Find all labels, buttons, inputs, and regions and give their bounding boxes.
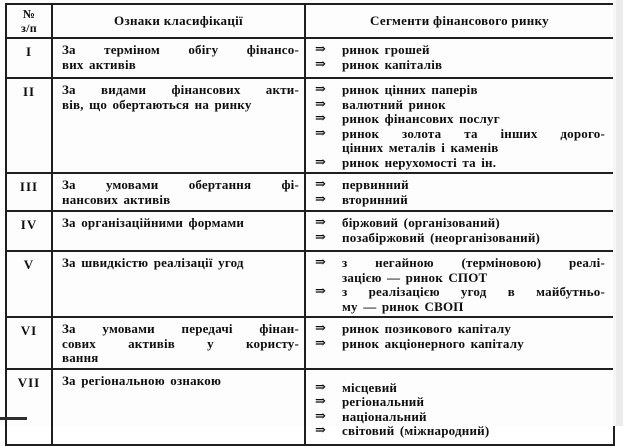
double-arrow-icon: ⇒ — [315, 95, 327, 111]
table-row — [6, 369, 614, 445]
segments-cell — [305, 251, 614, 317]
segment-line: ринок позикового капіталу — [342, 321, 512, 336]
double-arrow-icon: ⇒ — [315, 124, 327, 140]
segment-line: вторинний — [342, 191, 408, 207]
criteria-line: За умовами передачі фінан- — [62, 321, 299, 336]
classification-table — [5, 3, 615, 446]
segment-line: му — ринок СВОП — [342, 298, 464, 314]
criteria-line: За умовами обертання фі- — [62, 177, 299, 192]
segment-line: з реалізацією угод в майбутньо- — [342, 284, 605, 299]
segment-item — [315, 228, 605, 246]
double-arrow-icon: ⇒ — [315, 407, 327, 423]
header-criteria: Ознаки класифікації — [52, 4, 305, 38]
header-num-line: № — [22, 7, 36, 21]
segment-item — [315, 43, 605, 58]
row-number: II — [6, 78, 52, 173]
segment-line: з негайною (терміновою) реалі- — [342, 255, 605, 270]
segment-line: ринок капіталів — [342, 56, 443, 72]
criteria-line: За організаційними формами — [62, 215, 245, 230]
segment-item — [315, 285, 605, 314]
row-number: I — [6, 38, 52, 78]
double-arrow-icon: ⇒ — [315, 254, 327, 269]
header-num — [6, 4, 52, 38]
double-arrow-icon: ⇒ — [315, 283, 327, 298]
segment-line: біржовий (організований) — [342, 215, 500, 230]
segments-cell — [305, 38, 614, 78]
criteria-cell — [52, 173, 305, 211]
double-arrow-icon: ⇒ — [315, 422, 327, 437]
row-number: V — [6, 251, 52, 317]
segment-line: ринок грошей — [342, 42, 430, 57]
segments-cell — [305, 78, 614, 173]
segment-item — [315, 112, 605, 127]
segment-line: цінних металів і каменів — [342, 140, 499, 155]
segment-item — [315, 395, 605, 410]
segment-item — [315, 124, 605, 156]
segment-item — [315, 216, 605, 231]
row-number: III — [6, 173, 52, 211]
segment-line: ринок нерухомості та ін. — [342, 154, 497, 170]
double-arrow-icon: ⇒ — [315, 320, 327, 335]
criteria-cell — [52, 251, 305, 317]
criteria-cell — [52, 38, 305, 78]
segments-cell — [305, 173, 614, 211]
criteria-line: вих активів — [62, 56, 136, 72]
double-arrow-icon: ⇒ — [315, 55, 327, 71]
segment-item — [315, 153, 605, 171]
double-arrow-icon: ⇒ — [315, 81, 327, 96]
segments-cell — [305, 317, 614, 369]
segment-line: національний — [342, 408, 427, 424]
criteria-line: вання — [62, 350, 99, 365]
segment-line: регіональний — [342, 394, 425, 409]
table-row — [6, 78, 614, 173]
scan-artifact-right — [616, 0, 623, 426]
segment-line: валютний ринок — [342, 96, 446, 112]
segment-line: ринок фінансових послуг — [342, 111, 500, 126]
criteria-cell — [52, 211, 305, 251]
segment-item — [315, 322, 605, 337]
criteria-line: За видами фінансових акти- — [62, 82, 299, 97]
segment-item — [315, 190, 605, 208]
segment-item — [315, 83, 605, 98]
criteria-line: За швидкістю реалізації угод — [62, 255, 244, 270]
criteria-cell — [52, 317, 305, 369]
scan-artifact-bottom-left — [0, 417, 27, 420]
segment-line: позабіржовий (неорганізований) — [342, 229, 541, 245]
segment-item — [315, 178, 605, 193]
criteria-cell — [52, 78, 305, 173]
header-num-line: з/п — [21, 21, 37, 35]
double-arrow-icon: ⇒ — [315, 176, 327, 191]
segment-line: первинний — [342, 177, 409, 192]
table-row — [6, 317, 614, 369]
header-segments: Сегменти фінансового ринку — [305, 4, 614, 38]
segment-line: ринок цінних паперів — [342, 82, 478, 97]
criteria-line: За регіональною ознакою — [62, 372, 222, 388]
segment-line: зацією — ринок СПОТ — [342, 269, 488, 285]
segment-item — [315, 378, 605, 396]
segment-line: місцевий — [342, 379, 398, 395]
segments-cell — [305, 211, 614, 251]
segment-item — [315, 424, 605, 439]
criteria-line: нансових активів — [62, 191, 171, 207]
double-arrow-icon: ⇒ — [315, 153, 327, 169]
criteria-line: сових активів у користу- — [62, 335, 299, 351]
double-arrow-icon: ⇒ — [315, 378, 327, 394]
segment-line: ринок акціонерного капіталу — [342, 335, 524, 351]
double-arrow-icon: ⇒ — [315, 41, 327, 56]
row-number: VII — [6, 369, 52, 445]
table-header-row — [6, 4, 614, 38]
table-row — [6, 251, 614, 317]
segment-line: ринок золота та інших дорого- — [342, 125, 605, 141]
table-row — [6, 173, 614, 211]
double-arrow-icon: ⇒ — [315, 214, 327, 229]
double-arrow-icon: ⇒ — [315, 393, 327, 408]
segments-cell — [305, 369, 614, 445]
double-arrow-icon: ⇒ — [315, 334, 327, 350]
table-row — [6, 38, 614, 78]
double-arrow-icon: ⇒ — [315, 190, 327, 206]
segment-item — [315, 95, 605, 113]
double-arrow-icon: ⇒ — [315, 110, 327, 125]
criteria-cell — [52, 369, 305, 445]
double-arrow-icon: ⇒ — [315, 228, 327, 244]
segment-item — [315, 256, 605, 285]
row-number: IV — [6, 211, 52, 251]
table-row — [6, 211, 614, 251]
segment-line: світовий (міжнародний) — [342, 423, 490, 438]
row-number: VI — [6, 317, 52, 369]
criteria-line: За терміном обігу фінансо- — [62, 42, 299, 57]
segment-item — [315, 55, 605, 73]
segment-item — [315, 407, 605, 425]
criteria-line: вів, що обертаються на ринку — [62, 96, 252, 112]
segment-item — [315, 334, 605, 352]
